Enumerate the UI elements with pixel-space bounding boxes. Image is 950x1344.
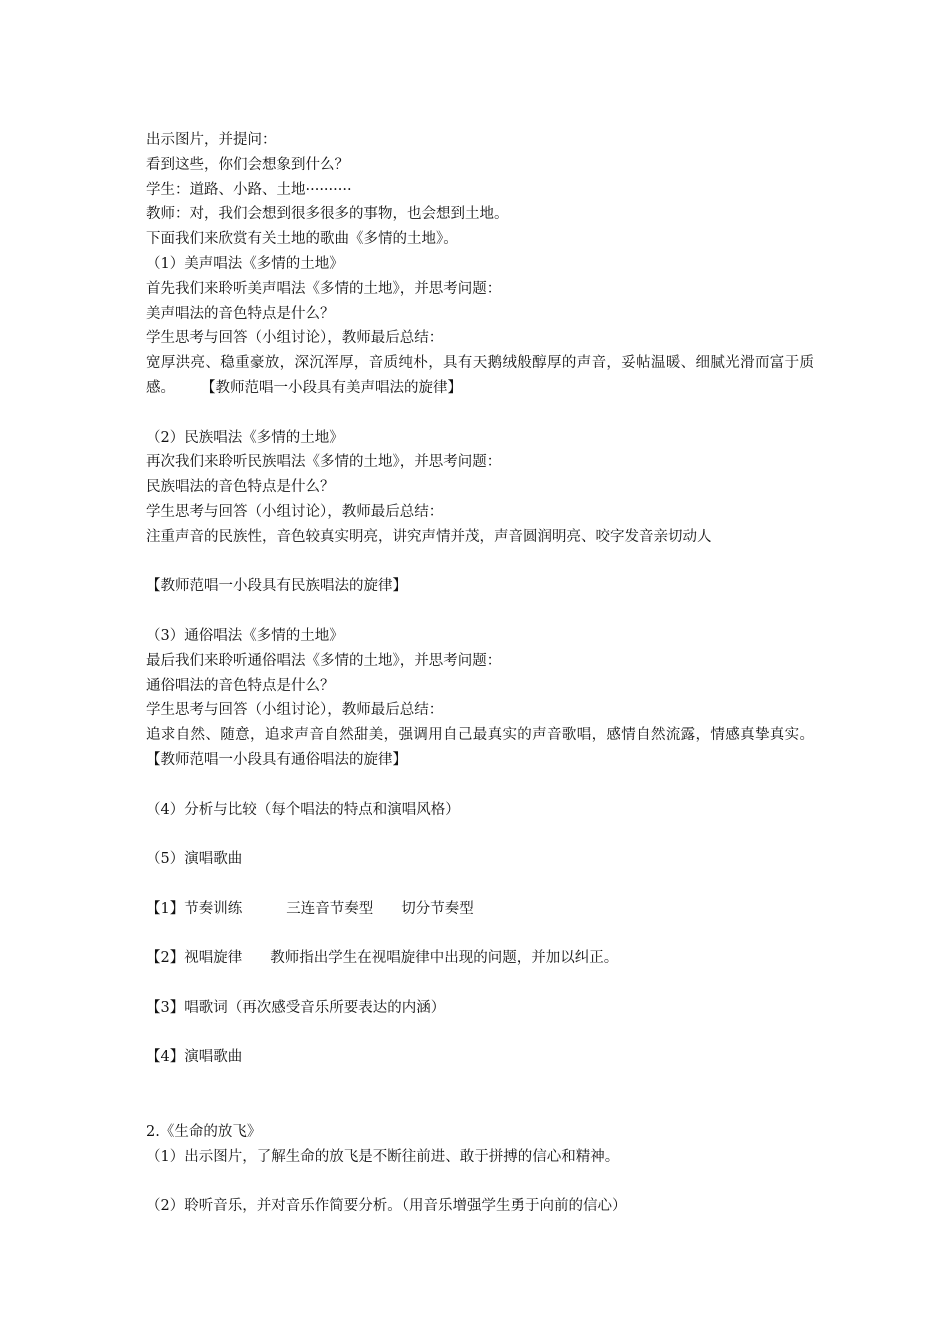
step-rhythm-item-1: 三连音节奏型	[286, 900, 374, 917]
part-2-item-1: （1）出示图片，了解生命的放飞是不断往前进、敢于拼搏的信心和精神。	[146, 1148, 620, 1165]
section-3-title: （3）通俗唱法《多情的土地》	[146, 627, 344, 644]
section-2-title: （2）民族唱法《多情的土地》	[146, 429, 344, 446]
section-3-discussion: 学生思考与回答（小组讨论），教师最后总结：	[146, 702, 444, 719]
section-3-summary	[146, 723, 814, 773]
section-3-question: 通俗唱法的音色特点是什么？	[146, 677, 335, 694]
part-2-title: 2.《生命的放飞》	[146, 1123, 262, 1140]
step-perform: 【4】演唱歌曲	[146, 1049, 243, 1066]
section-3-prompt: 最后我们来聆听通俗唱法《多情的土地》，并思考问题：	[146, 652, 502, 669]
part-2-item-2: （2）聆听音乐，并对音乐作简要分析。（用音乐增强学生勇于向前的信心）	[146, 1198, 627, 1215]
document-body	[146, 128, 814, 1219]
section-2-summary: 注重声音的民族性，音色较真实明亮，讲究声情并茂，声音圆润明亮、咬字发音亲切动人	[146, 528, 712, 545]
section-2-discussion: 学生思考与回答（小组讨论），教师最后总结：	[146, 503, 444, 520]
intro-question: 看到这些，你们会想象到什么？	[146, 156, 349, 173]
step-rhythm-label: 【1】节奏训练	[146, 900, 243, 917]
section-4-title: （4）分析与比较（每个唱法的特点和演唱风格）	[146, 801, 460, 818]
section-3-note: 【教师范唱一小段具有通俗唱法的旋律】	[146, 751, 407, 768]
teacher-reply: 教师：对，我们会想到很多很多的事物，也会想到土地。	[146, 206, 509, 223]
section-5-title: （5）演唱歌曲	[146, 851, 243, 868]
step-sightsing-text: 教师指出学生在视唱旋律中出现的问题，并加以纠正。	[270, 950, 619, 967]
step-lyrics: 【3】唱歌词（再次感受音乐所要表达的内涵）	[146, 999, 446, 1016]
step-sightsing-label: 【2】视唱旋律	[146, 950, 243, 967]
section-1-question: 美声唱法的音色特点是什么？	[146, 305, 335, 322]
section-3-summary-text: 追求自然、随意，追求声音自然甜美，强调用自己最真实的声音歌唱，感情自然流露，情感真挚真实。	[146, 727, 814, 744]
section-1-prompt: 首先我们来聆听美声唱法《多情的土地》，并思考问题：	[146, 280, 502, 297]
step-rhythm-item-2: 切分节奏型	[401, 900, 474, 917]
section-1-summary	[146, 351, 814, 401]
student-answer: 学生：道路、小路、土地··········	[146, 181, 352, 198]
section-1-summary-text: 宽厚洪亮、稳重豪放，深沉浑厚，音质纯朴，具有天鹅绒般醇厚的声音，妥帖温暖、细腻光滑而富于质感。	[146, 355, 814, 396]
section-2-note: 【教师范唱一小段具有民族唱法的旋律】	[146, 578, 407, 595]
section-1-title: （1）美声唱法《多情的土地》	[146, 255, 344, 272]
section-2-question: 民族唱法的音色特点是什么？	[146, 479, 335, 496]
section-1-discussion: 学生思考与回答（小组讨论），教师最后总结：	[146, 330, 444, 347]
section-1-note: 【教师范唱一小段具有美声唱法的旋律】	[201, 379, 462, 396]
section-2-prompt: 再次我们来聆听民族唱法《多情的土地》，并思考问题：	[146, 454, 502, 471]
step-rhythm	[146, 897, 814, 922]
intro-song: 下面我们来欣赏有关土地的歌曲《多情的土地》。	[146, 231, 458, 248]
step-sightsing	[146, 946, 814, 971]
intro-line: 出示图片，并提问：	[146, 132, 277, 148]
